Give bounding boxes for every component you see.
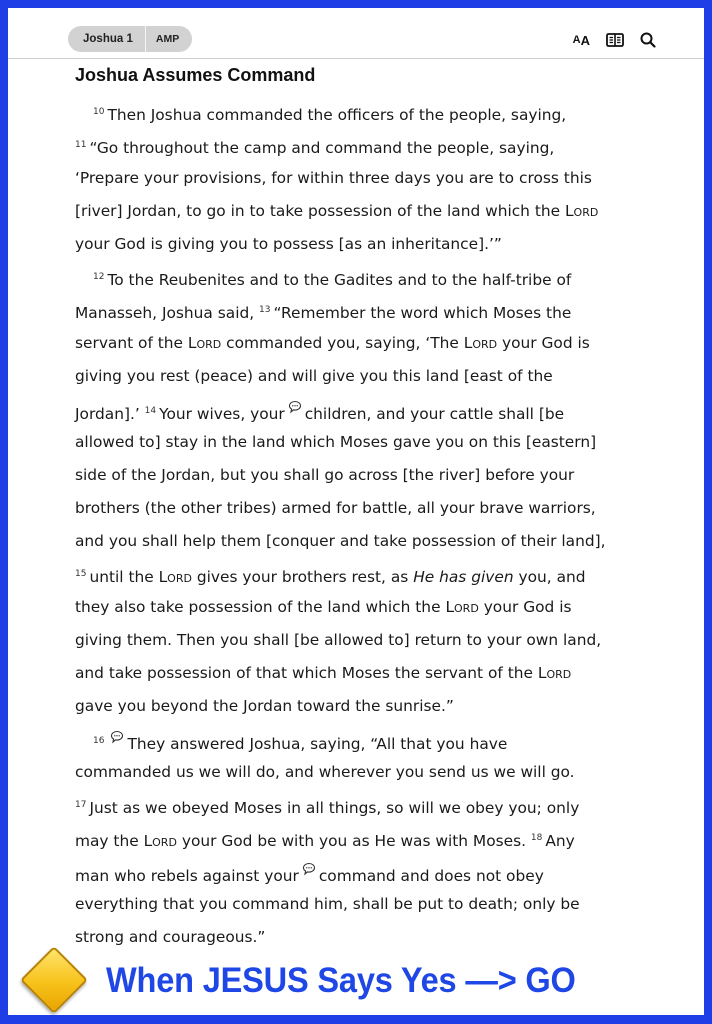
study-note-icon[interactable]: [110, 723, 124, 737]
verse-text: your God is: [497, 334, 590, 352]
verse-text: until the: [89, 568, 159, 586]
text-line: [75, 426, 645, 459]
section-heading: Joshua Assumes Command: [75, 65, 316, 85]
text-line: [75, 228, 645, 261]
verse-text: ‘Prepare your provisions, for within three days you are to cross this: [75, 169, 592, 187]
text-line: [75, 855, 645, 888]
text-line: [75, 690, 645, 723]
verse-number[interactable]: 13: [259, 305, 271, 315]
verse-text: strong and courageous.”: [75, 928, 266, 946]
text-line: [75, 624, 645, 657]
verse-number[interactable]: 18: [530, 833, 543, 843]
verse-text: side of the Jordan, but you shall go across [the river] before your: [75, 466, 575, 484]
text-line: [75, 657, 645, 690]
lord-word: Lord: [143, 832, 177, 850]
search-icon[interactable]: [640, 30, 656, 50]
reference-pill: [68, 26, 192, 52]
text-line: [75, 162, 645, 195]
lord-word: Lord: [187, 334, 222, 352]
lord-word: Lord: [537, 664, 572, 682]
top-toolbar: [8, 8, 704, 59]
text-line: [75, 723, 645, 756]
verse-text: everything that you command him, shall be put to death; only be: [75, 895, 580, 913]
verse-text: Your wives, your: [159, 405, 285, 423]
toolbar-actions: [557, 30, 656, 50]
text-line: [75, 129, 645, 162]
yellow-diamond-icon: [20, 946, 88, 1014]
text-line: [75, 294, 645, 327]
text-line: [75, 195, 645, 228]
verse-text: Jordan].’: [75, 405, 145, 423]
text-line: [75, 96, 645, 129]
verse-text: Any: [545, 832, 575, 850]
text-line: [75, 558, 645, 591]
text-line: [75, 525, 645, 558]
text-size-icon[interactable]: [573, 30, 590, 50]
text-line: [75, 591, 645, 624]
verse-text: Then Joshua commanded the officers of the people, saying,: [107, 106, 567, 124]
text-line: [75, 888, 645, 921]
lord-word: Lord: [445, 598, 479, 616]
text-line: [75, 360, 645, 393]
verse-text: man who rebels against your: [75, 867, 299, 885]
verse-text: may the: [75, 832, 144, 850]
study-note-icon[interactable]: [302, 855, 316, 869]
verse-text: commanded us we will do, and wherever you send us we will go.: [75, 763, 575, 781]
verse-number[interactable]: 11: [75, 140, 87, 150]
verse-text: To the Reubenites and to the Gadites and to the half-tribe of: [107, 271, 572, 289]
verse-text: and you shall help them [conquer and take possession of their land],: [75, 532, 606, 550]
verse-text: “Go throughout the camp and command the people, saying,: [89, 139, 555, 157]
verse-text: your God be with you as He was with Moses.: [176, 832, 531, 850]
verse-number[interactable]: 10: [93, 107, 105, 117]
verse-text: and take possession of that which Moses the servant of the: [75, 664, 538, 682]
text-size-big-a: A: [580, 32, 590, 48]
verse-text: They answered Joshua, saying, “All that you have: [127, 735, 508, 753]
banner-caption: When JESUS Says Yes —> GO: [106, 961, 576, 1000]
verse-text: giving you rest (peace) and will give you this land [east of the: [75, 367, 553, 385]
lord-word: Lord: [463, 334, 498, 352]
verse-text: Manasseh, Joshua said,: [75, 304, 260, 322]
text-line: [75, 492, 645, 525]
verse-text: giving them. Then you shall [be allowed to] return to your own land,: [75, 631, 602, 649]
verse-text: brothers (the other tribes) armed for battle, all your brave warriors,: [75, 499, 596, 517]
verse-number[interactable]: 16: [93, 736, 105, 746]
passage-content: [75, 63, 645, 954]
verse-text: [river] Jordan, to go in to take possession of the land which the: [75, 202, 565, 220]
text-size-small-a: A: [572, 34, 581, 46]
verse-text: they also take possession of the land which the: [75, 598, 446, 616]
study-note-icon[interactable]: [288, 393, 302, 407]
verse-text: you, and: [513, 568, 586, 586]
verse-number[interactable]: 14: [144, 406, 157, 416]
text-line: [75, 789, 645, 822]
verse-text: “Remember the word which Moses the: [273, 304, 572, 322]
verse-number[interactable]: 17: [75, 800, 87, 810]
italic-text: He has given: [413, 568, 514, 586]
verse-text: children, and your cattle shall [be: [304, 405, 565, 423]
text-line: [75, 393, 645, 426]
verse-text: your God is giving you to possess [as an inheritance].’”: [75, 235, 502, 253]
version-button[interactable]: AMP: [155, 33, 180, 45]
book-chapter-button[interactable]: Joshua 1: [68, 26, 146, 52]
verse-text: gives your brothers rest, as: [191, 568, 414, 586]
text-line: [75, 327, 645, 360]
lord-word: Lord: [564, 202, 599, 220]
lord-word: Lord: [158, 568, 192, 586]
verse-text: command and does not obey: [318, 867, 544, 885]
verse-text: Just as we obeyed Moses in all things, so will we obey you; only: [89, 799, 580, 817]
verse-text: allowed to] stay in the land which Moses gave you on this [eastern]: [75, 433, 597, 451]
caption-banner: [22, 944, 702, 1014]
verse-number[interactable]: 15: [75, 569, 87, 579]
passage-text: [75, 96, 645, 954]
verse-text: your God is: [478, 598, 572, 616]
text-line: [75, 261, 645, 294]
verse-number[interactable]: 12: [93, 272, 105, 282]
verse-text: gave you beyond the Jordan toward the sunrise.”: [75, 697, 454, 715]
parallel-view-icon[interactable]: [606, 30, 624, 50]
text-line: [75, 756, 645, 789]
verse-text: servant of the: [75, 334, 188, 352]
reader-page: [8, 8, 704, 1015]
text-line: [75, 459, 645, 492]
text-line: [75, 822, 645, 855]
verse-text: commanded you, saying, ‘The: [221, 334, 464, 352]
